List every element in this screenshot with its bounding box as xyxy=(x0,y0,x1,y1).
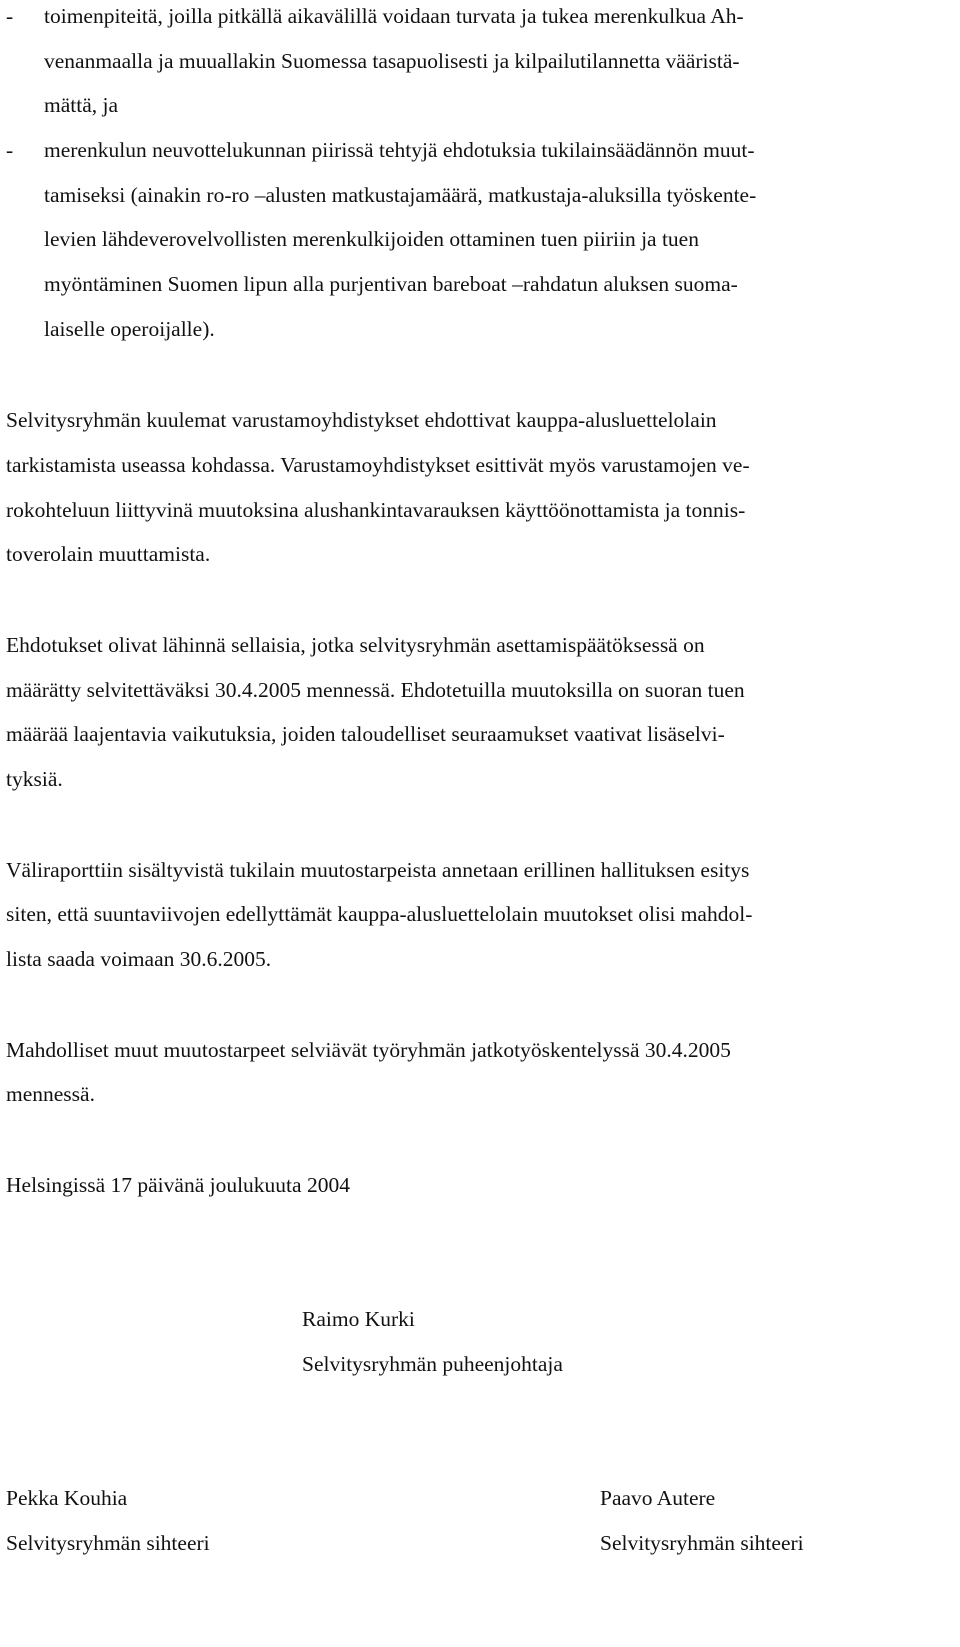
paragraph-line: siten, että suuntaviivojen edellyttämät kauppa-alusluettelolain muutokset olisi mahdol- xyxy=(6,902,753,926)
paragraph-line: lista saada voimaan 30.6.2005. xyxy=(6,947,272,971)
paragraph-line: mennessä. xyxy=(6,1082,95,1106)
secretary-title: Selvitysryhmän sihteeri xyxy=(600,1531,804,1555)
paragraph-line: tyksiä. xyxy=(6,767,63,791)
paragraph-line: toverolain muuttamista. xyxy=(6,542,211,566)
bullet-line: mättä, ja xyxy=(44,93,119,117)
secretary-name: Pekka Kouhia xyxy=(6,1486,128,1510)
paragraph-line: määrää laajentavia vaikutuksia, joiden taloudelliset seuraamukset vaativat lisäselvi- xyxy=(6,722,725,746)
paragraph-line: Ehdotukset olivat lähinnä sellaisia, jotka selvitysryhmän asettamispäätöksessä on xyxy=(6,633,705,657)
bullet-line: laiselle operoijalle). xyxy=(44,317,215,341)
paragraph-line: määrätty selvitettäväksi 30.4.2005 mennessä. Ehdotetuilla muutoksilla on suoran tuen xyxy=(6,678,745,702)
bullet-dash: - xyxy=(6,4,14,28)
bullet-line: myöntäminen Suomen lipun alla purjentivan bareboat –rahdatun aluksen suoma- xyxy=(44,272,738,296)
paragraph-line: Selvitysryhmän kuulemat varustamoyhdistykset ehdottivat kauppa-alusluettelolain xyxy=(6,408,717,432)
paragraph-line: Väliraporttiin sisältyvistä tukilain muutostarpeista annetaan erillinen hallituksen esitys xyxy=(6,858,750,882)
bullet-line: venanmaalla ja muuallakin Suomessa tasapuolisesti ja kilpailutilannetta vääristä- xyxy=(44,49,740,73)
bullet-dash: - xyxy=(6,138,14,162)
chair-name: Raimo Kurki xyxy=(302,1307,415,1331)
bullet-line: levien lähdeverovelvollisten merenkulkijoiden ottaminen tuen piiriin ja tuen xyxy=(44,227,699,251)
secretary-title: Selvitysryhmän sihteeri xyxy=(6,1531,210,1555)
paragraph-line: tarkistamista useassa kohdassa. Varustamoyhdistykset esittivät myös varustamojen ve- xyxy=(6,453,750,477)
paragraph-line: Mahdolliset muut muutostarpeet selviävät työryhmän jatkotyöskentelyssä 30.4.2005 xyxy=(6,1038,731,1062)
chair-title: Selvitysryhmän puheenjohtaja xyxy=(302,1352,563,1376)
paragraph-line: rokohteluun liittyvinä muutoksina alushankintavarauksen käyttöönottamista ja tonnis- xyxy=(6,498,746,522)
place-date: Helsingissä 17 päivänä joulukuuta 2004 xyxy=(6,1173,350,1197)
bullet-line: toimenpiteitä, joilla pitkällä aikavälillä voidaan turvata ja tukea merenkulkua Ah- xyxy=(44,4,744,28)
bullet-line: merenkulun neuvottelukunnan piirissä tehtyjä ehdotuksia tukilainsäädännön muut- xyxy=(44,138,755,162)
bullet-line: tamiseksi (ainakin ro-ro –alusten matkustajamäärä, matkustaja-aluksilla työskente- xyxy=(44,183,757,207)
secretary-name: Paavo Autere xyxy=(600,1486,716,1510)
